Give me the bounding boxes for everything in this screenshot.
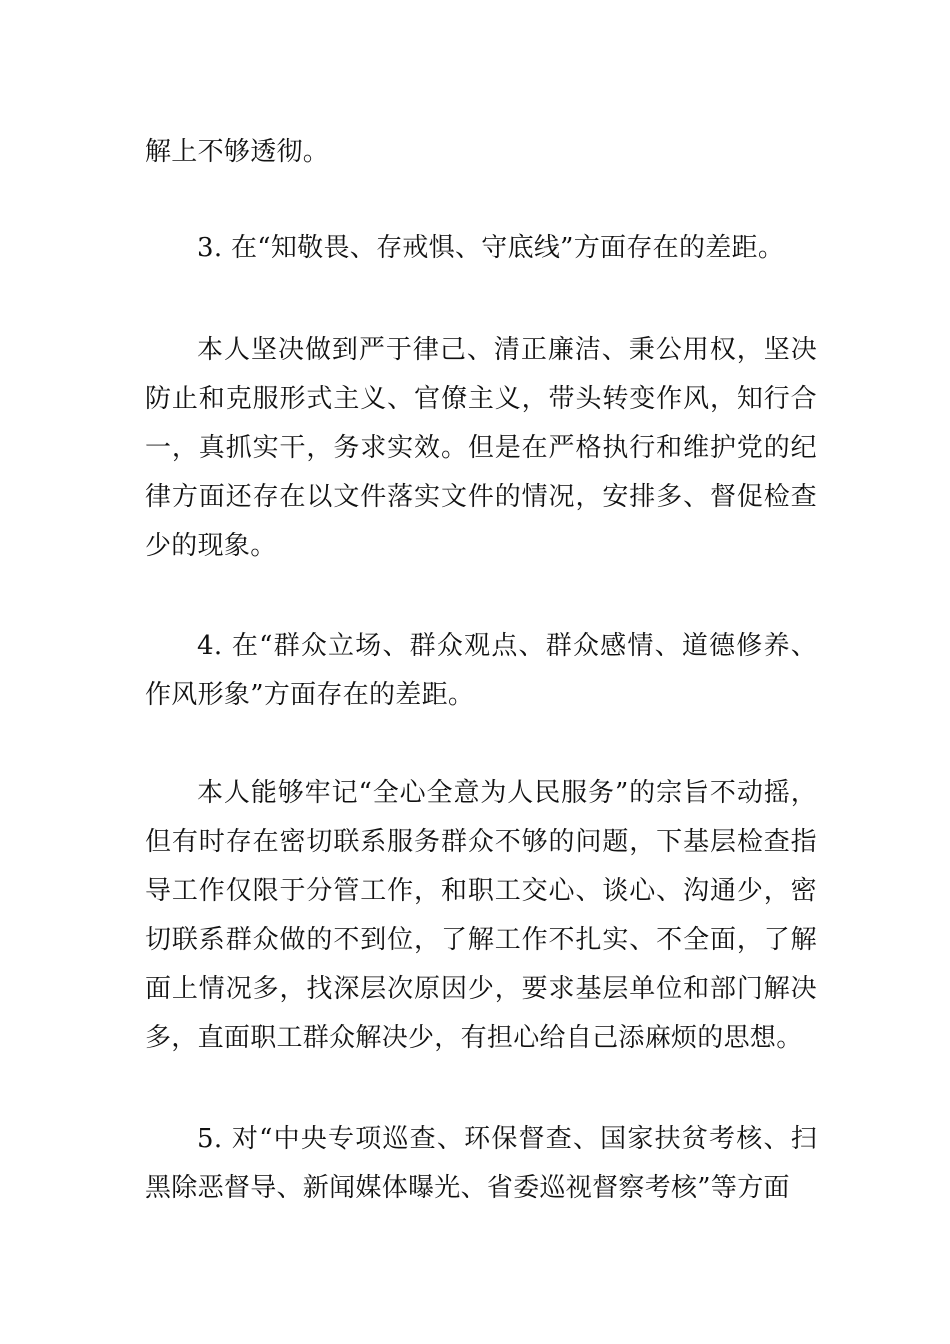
paragraph-continuation: 解上不够透彻。 [145, 137, 330, 167]
section-heading-3: 3. 在“知敬畏、存戒惧、守底线”方面存在的差距。 [197, 233, 785, 263]
section-heading-4: 4. 在“群众立场、群众观点、群众感情、道德修养、作风形象”方面存在的差距。 [145, 631, 817, 710]
paragraph-body-3: 本人坚决做到严于律己、清正廉洁、秉公用权，坚决防止和克服形式主义、官僚主义，带头转变作风，知行合一，真抓实干，务求实效。但是在严格执行和维护党的纪律方面还存在以文件落实文件的情况，安排多、督促检查少的现象。 [145, 335, 817, 561]
section-heading-5: 5. 对“中央专项巡查、环保督查、国家扶贫考核、扫黑除恶督导、新闻媒体曝光、省委巡视督察考核”等方面 [145, 1124, 817, 1203]
paragraph-body-4: 本人能够牢记“全心全意为人民服务”的宗旨不动摇，但有时存在密切联系服务群众不够的问题，下基层检查指导工作仅限于分管工作，和职工交心、谈心、沟通少，密切联系群众做的不到位，了解工作不扎实、不全面，了解面上情况多，找深层次原因少，要求基层单位和部门解决多，直面职工群众解决少，有担心给自己添麻烦的思想。 [145, 778, 817, 1053]
